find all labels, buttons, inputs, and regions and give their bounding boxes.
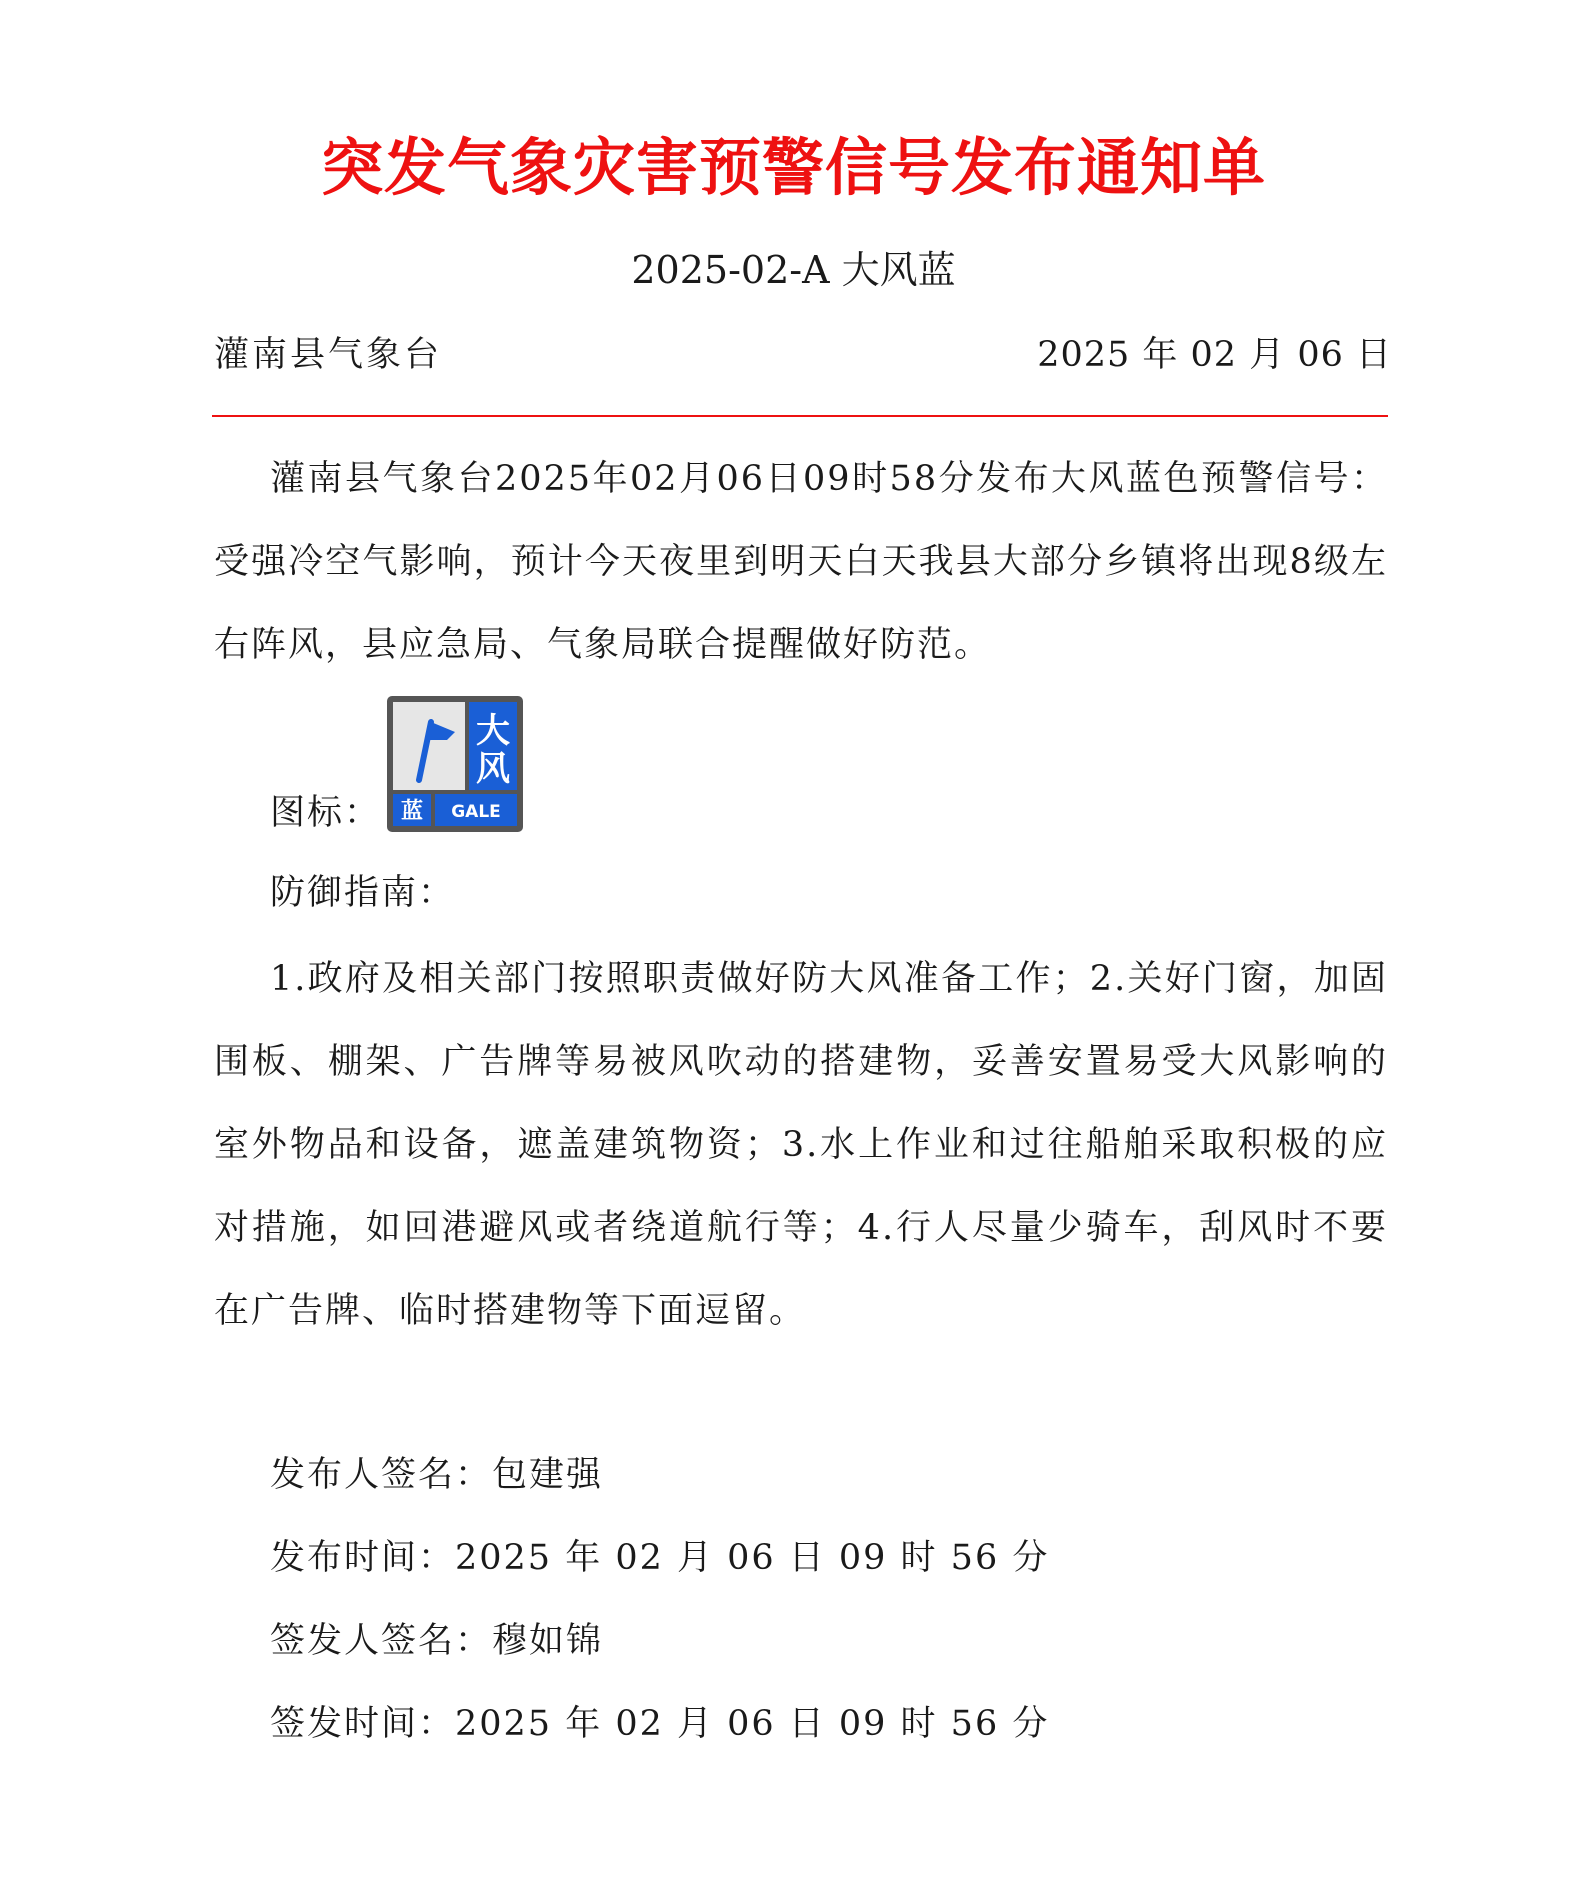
icon-text-en: GALE: [451, 802, 501, 822]
issuer-name: 灌南县气象台: [214, 335, 443, 375]
header-divider: [212, 415, 1388, 417]
document-number: 2025-02-A 大风蓝: [631, 248, 956, 292]
publisher-signature: 发布人签名：包建强: [270, 1455, 604, 1495]
icon-text-level: 蓝: [401, 799, 424, 824]
signer-signature: 签发人签名：穆如锦: [270, 1621, 604, 1661]
page-title: 突发气象灾害预警信号发布通知单: [320, 131, 1266, 204]
icon-text-feng: 风: [476, 749, 511, 789]
icon-label: 图标：: [270, 793, 382, 833]
sign-time: 签发时间：2025 年 02 月 06 日 09 时 56 分: [270, 1704, 1050, 1744]
icon-text-da: 大: [476, 711, 511, 751]
defense-guide-paragraph: 1.政府及相关部门按照职责做好防大风准备工作；2.关好门窗，加固围板、棚架、广告牌等易被风吹动的搭建物，妥善安置易受大风影响的室外物品和设备，遮盖建筑物资；3.水上作业和过往船舶采取积极的应对措施，如回港避风或者绕道航行等；4.行人尽量少骑车，刮风时不要在广告牌、临时搭建物等下面逗留。: [214, 959, 1388, 1331]
gale-blue-warning-icon: [387, 696, 523, 832]
publish-time: 发布时间：2025 年 02 月 06 日 09 时 56 分: [270, 1538, 1050, 1578]
warning-content-paragraph: 灌南县气象台2025年02月06日09时58分发布大风蓝色预警信号：受强冷空气影响，预计今天夜里到明天白天我县大部分乡镇将出现8级左右阵风，县应急局、气象局联合提醒做好防范。: [214, 459, 1388, 665]
icon-row: [270, 696, 523, 832]
defense-guide-heading: 防御指南：: [270, 873, 456, 913]
issue-date: 2025 年 02 月 06 日: [1037, 335, 1392, 375]
